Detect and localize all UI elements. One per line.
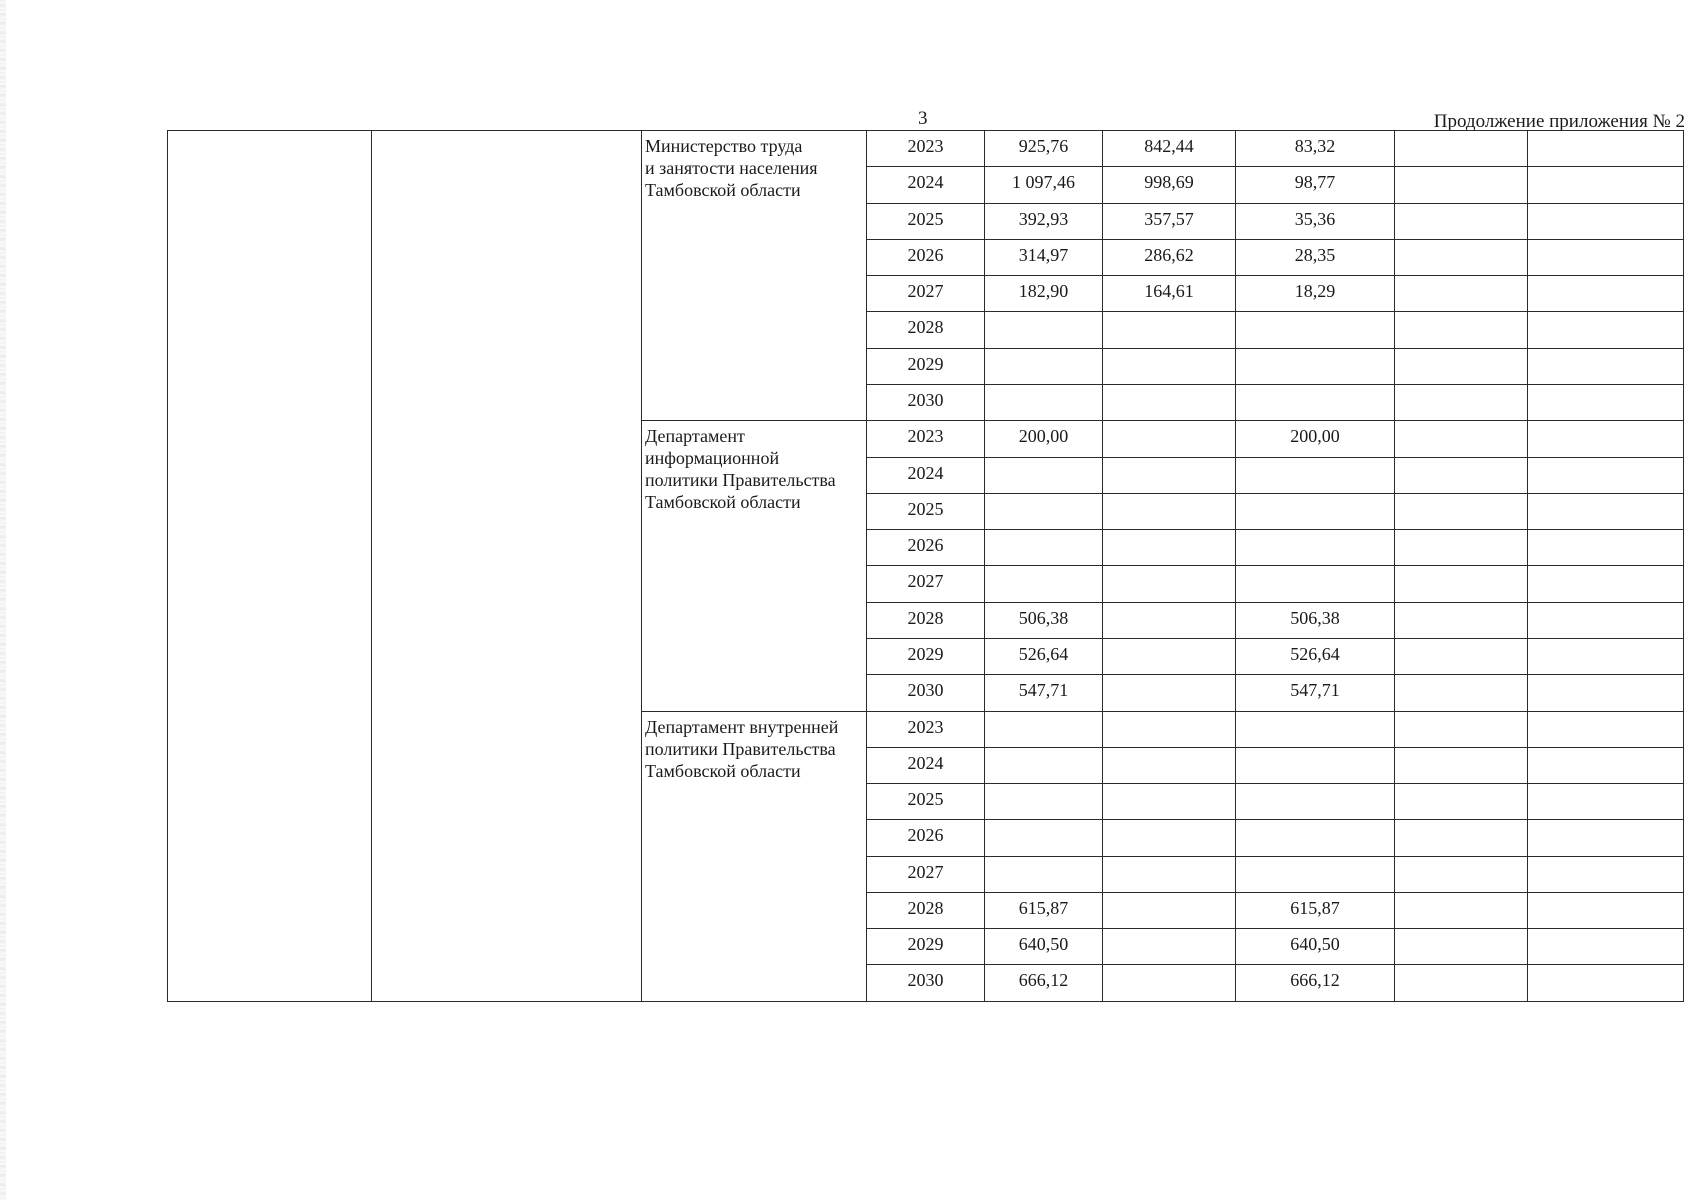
appendix-continuation-note: Продолжение приложения № 2 — [1433, 111, 1685, 132]
local-budget-cell — [1395, 493, 1528, 529]
other-sources-cell — [1528, 711, 1684, 747]
other-sources-cell — [1528, 566, 1684, 602]
total-cell: 1 097,46 — [985, 167, 1103, 203]
other-sources-cell — [1528, 747, 1684, 783]
federal-budget-cell — [1103, 421, 1236, 457]
department-name — [642, 711, 867, 1002]
regional-budget-cell: 640,50 — [1236, 929, 1395, 965]
year-cell: 2030 — [867, 965, 985, 1002]
local-budget-cell — [1395, 457, 1528, 493]
total-cell — [985, 493, 1103, 529]
local-budget-cell — [1395, 675, 1528, 711]
page-number: 3 — [918, 108, 928, 129]
total-cell — [985, 384, 1103, 420]
total-cell — [985, 566, 1103, 602]
year-cell: 2024 — [867, 167, 985, 203]
total-cell — [985, 856, 1103, 892]
year-cell: 2030 — [867, 675, 985, 711]
regional-budget-cell — [1236, 312, 1395, 348]
year-cell: 2023 — [867, 131, 985, 167]
year-cell: 2029 — [867, 638, 985, 674]
regional-budget-cell — [1236, 711, 1395, 747]
other-sources-cell — [1528, 457, 1684, 493]
local-budget-cell — [1395, 566, 1528, 602]
federal-budget-cell: 164,61 — [1103, 276, 1236, 312]
regional-budget-cell — [1236, 747, 1395, 783]
year-cell: 2026 — [867, 820, 985, 856]
local-budget-cell — [1395, 203, 1528, 239]
other-sources-cell — [1528, 784, 1684, 820]
year-cell: 2028 — [867, 312, 985, 348]
other-sources-cell — [1528, 493, 1684, 529]
total-cell — [985, 820, 1103, 856]
federal-budget-cell — [1103, 965, 1236, 1002]
federal-budget-cell — [1103, 384, 1236, 420]
other-sources-cell — [1528, 530, 1684, 566]
regional-budget-cell: 615,87 — [1236, 892, 1395, 928]
other-sources-cell — [1528, 638, 1684, 674]
total-cell — [985, 312, 1103, 348]
year-cell: 2025 — [867, 493, 985, 529]
local-budget-cell — [1395, 421, 1528, 457]
federal-budget-cell — [1103, 856, 1236, 892]
regional-budget-cell — [1236, 530, 1395, 566]
other-sources-cell — [1528, 239, 1684, 275]
other-sources-cell — [1528, 203, 1684, 239]
local-budget-cell — [1395, 384, 1528, 420]
other-sources-cell — [1528, 167, 1684, 203]
federal-budget-cell — [1103, 675, 1236, 711]
local-budget-cell — [1395, 276, 1528, 312]
federal-budget-cell — [1103, 892, 1236, 928]
regional-budget-cell — [1236, 457, 1395, 493]
regional-budget-cell: 28,35 — [1236, 239, 1395, 275]
budget-table — [167, 130, 1684, 1002]
empty-column-2 — [372, 131, 642, 1002]
local-budget-cell — [1395, 348, 1528, 384]
total-cell — [985, 747, 1103, 783]
regional-budget-cell — [1236, 566, 1395, 602]
local-budget-cell — [1395, 784, 1528, 820]
total-cell: 506,38 — [985, 602, 1103, 638]
federal-budget-cell: 842,44 — [1103, 131, 1236, 167]
year-cell: 2023 — [867, 711, 985, 747]
federal-budget-cell: 998,69 — [1103, 167, 1236, 203]
department-name — [642, 421, 867, 711]
federal-budget-cell — [1103, 929, 1236, 965]
table-row — [168, 131, 1684, 167]
other-sources-cell — [1528, 820, 1684, 856]
local-budget-cell — [1395, 602, 1528, 638]
total-cell: 392,93 — [985, 203, 1103, 239]
department-label: Министерство труда и занятости населения Тамбовской области — [645, 136, 818, 200]
department-name — [642, 131, 867, 421]
year-cell: 2025 — [867, 203, 985, 239]
year-cell: 2028 — [867, 892, 985, 928]
regional-budget-cell — [1236, 820, 1395, 856]
year-cell: 2029 — [867, 929, 985, 965]
other-sources-cell — [1528, 131, 1684, 167]
federal-budget-cell — [1103, 348, 1236, 384]
year-cell: 2029 — [867, 348, 985, 384]
other-sources-cell — [1528, 965, 1684, 1002]
year-cell: 2027 — [867, 276, 985, 312]
year-cell: 2025 — [867, 784, 985, 820]
regional-budget-cell: 98,77 — [1236, 167, 1395, 203]
local-budget-cell — [1395, 929, 1528, 965]
total-cell — [985, 711, 1103, 747]
federal-budget-cell — [1103, 711, 1236, 747]
table-body — [168, 131, 1684, 1002]
local-budget-cell — [1395, 856, 1528, 892]
local-budget-cell — [1395, 965, 1528, 1002]
total-cell: 666,12 — [985, 965, 1103, 1002]
department-label: Департамент внутренней политики Правительства Тамбовской области — [645, 716, 839, 781]
regional-budget-cell: 200,00 — [1236, 421, 1395, 457]
regional-budget-cell: 18,29 — [1236, 276, 1395, 312]
regional-budget-cell: 547,71 — [1236, 675, 1395, 711]
total-cell — [985, 530, 1103, 566]
local-budget-cell — [1395, 530, 1528, 566]
empty-column-1 — [168, 131, 372, 1002]
regional-budget-cell — [1236, 348, 1395, 384]
year-cell: 2024 — [867, 747, 985, 783]
federal-budget-cell — [1103, 602, 1236, 638]
other-sources-cell — [1528, 348, 1684, 384]
local-budget-cell — [1395, 312, 1528, 348]
year-cell: 2024 — [867, 457, 985, 493]
year-cell: 2030 — [867, 384, 985, 420]
other-sources-cell — [1528, 892, 1684, 928]
year-cell: 2026 — [867, 530, 985, 566]
regional-budget-cell: 83,32 — [1236, 131, 1395, 167]
federal-budget-cell — [1103, 747, 1236, 783]
local-budget-cell — [1395, 638, 1528, 674]
federal-budget-cell — [1103, 530, 1236, 566]
scan-edge-artifact — [0, 0, 6, 1200]
year-cell: 2028 — [867, 602, 985, 638]
federal-budget-cell — [1103, 638, 1236, 674]
total-cell — [985, 784, 1103, 820]
total-cell: 314,97 — [985, 239, 1103, 275]
other-sources-cell — [1528, 421, 1684, 457]
year-cell: 2023 — [867, 421, 985, 457]
total-cell: 526,64 — [985, 638, 1103, 674]
regional-budget-cell: 506,38 — [1236, 602, 1395, 638]
regional-budget-cell — [1236, 384, 1395, 420]
local-budget-cell — [1395, 892, 1528, 928]
local-budget-cell — [1395, 167, 1528, 203]
local-budget-cell — [1395, 747, 1528, 783]
federal-budget-cell — [1103, 457, 1236, 493]
regional-budget-cell — [1236, 856, 1395, 892]
regional-budget-cell: 666,12 — [1236, 965, 1395, 1002]
other-sources-cell — [1528, 384, 1684, 420]
federal-budget-cell — [1103, 784, 1236, 820]
other-sources-cell — [1528, 276, 1684, 312]
regional-budget-cell: 35,36 — [1236, 203, 1395, 239]
federal-budget-cell — [1103, 566, 1236, 602]
total-cell: 925,76 — [985, 131, 1103, 167]
total-cell: 200,00 — [985, 421, 1103, 457]
year-cell: 2027 — [867, 856, 985, 892]
regional-budget-cell — [1236, 784, 1395, 820]
other-sources-cell — [1528, 856, 1684, 892]
local-budget-cell — [1395, 239, 1528, 275]
total-cell: 615,87 — [985, 892, 1103, 928]
other-sources-cell — [1528, 602, 1684, 638]
federal-budget-cell: 357,57 — [1103, 203, 1236, 239]
federal-budget-cell — [1103, 312, 1236, 348]
total-cell: 547,71 — [985, 675, 1103, 711]
local-budget-cell — [1395, 820, 1528, 856]
department-label: Департамент информационной политики Правительства Тамбовской области — [645, 426, 836, 513]
year-cell: 2027 — [867, 566, 985, 602]
other-sources-cell — [1528, 929, 1684, 965]
federal-budget-cell — [1103, 493, 1236, 529]
local-budget-cell — [1395, 711, 1528, 747]
total-cell: 640,50 — [985, 929, 1103, 965]
other-sources-cell — [1528, 675, 1684, 711]
federal-budget-cell — [1103, 820, 1236, 856]
total-cell — [985, 457, 1103, 493]
regional-budget-cell — [1236, 493, 1395, 529]
regional-budget-cell: 526,64 — [1236, 638, 1395, 674]
local-budget-cell — [1395, 131, 1528, 167]
year-cell: 2026 — [867, 239, 985, 275]
other-sources-cell — [1528, 312, 1684, 348]
total-cell: 182,90 — [985, 276, 1103, 312]
federal-budget-cell: 286,62 — [1103, 239, 1236, 275]
total-cell — [985, 348, 1103, 384]
